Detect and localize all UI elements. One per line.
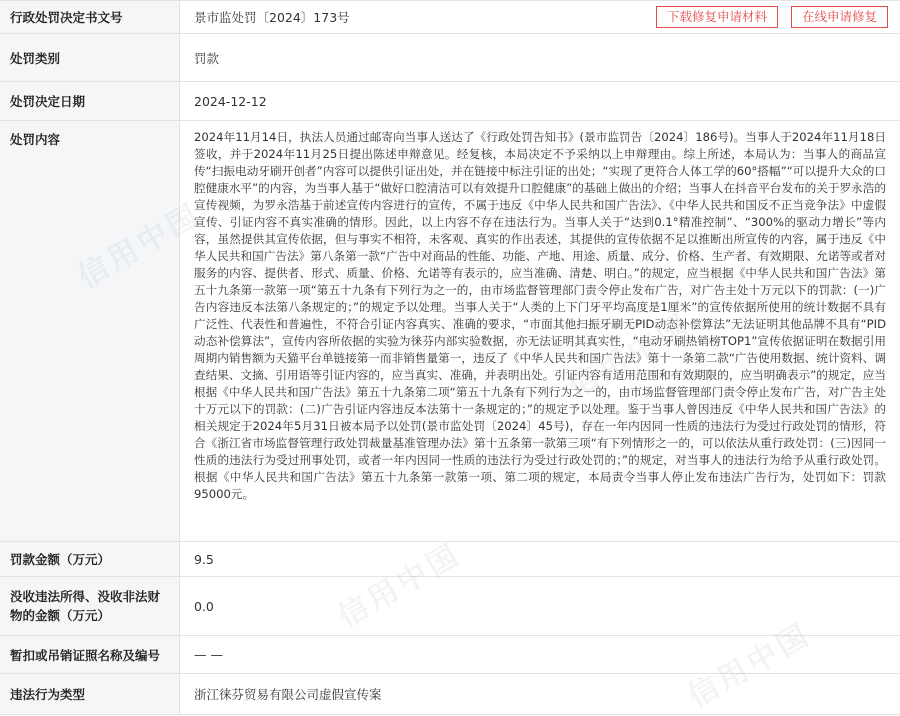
content-value: 2024年11月14日，执法人员通过邮寄向当事人送达了《行政处罚告知书》(景市监罚告〔2024〕186号)。当事人于2024年11月18日签收，并于2024年11月25日提出陈述申辩意见。经复核，本局决定不予采纳以上申辩理由。综上所述，本局认为：当事人的商品宣传“扫振电动牙刷开创者”内容可以提供引证出处，并在链接中标注引证的出处；“实现了更符合人体工学的60°搭幅”“可以提升大众的口腔健康水平”的内容，为当事人基于“做好口腔清洁可以有效提升口腔健康”的基础上做出的介绍；当事人在抖音平台发布的关于罗永浩的宣传视频，为罗永浩基于前述宣传内容进行的宣传，不属于违反《中华人民共和国广告法》、《中华人民共和国反不正当竞争法》中虚假宣传、引证内容不真实准确的情形。因此，以上内容不存在违法行为。当事人关于“达到0.1°精准控制”、“300%的驱动力增长”等内容，虽然提供其宣传依据，但与事实不相符，未客观、真实的作出表述，其提供的宣传依据不足以推断出所宣传的内容，属于违反《中华人民共和国广告法》第八条第一款“广告中对商品的性能、功能、产地、用途、质量、成分、价格、生产者、有效期限、允诺等或者对服务的内容、提供者、形式、质量、价格、允诺等有表示的，应当准确、清楚、明白。”的规定，应当根据《中华人民共和国广告法》第五十九条第一款第一项“第五十九条有下列行为之一的，由市场监督管理部门责令停止发布广告，对广告主处十万元以下的罚款：(一)广告内容违反本法第八条规定的；”的规定予以处理。当事人关于“人类的上下门牙平均高度是1厘米”的宣传依据所使用的统计数据不具有广泛性、代表性和普遍性，不符合引证内容真实、准确的要求，“市面其他扫振牙刷无PID动态补偿算法”无法证明其他品牌不具有“PID动态补偿算法”，宣传内容所依据的实验为徕芬内部实验数据，亦无法证明其真实性，“电动牙刷热销榜TOP1”宣传依据证明在数据引用周期内销售额为天猫平台单链接第一而非销售量第一，违反了《中华人民共和国广告法》第十一条第二款“广告使用数据、统计资料、调查结果、文摘、引用语等引证内容的，应当真实、准确，并表明出处。引证内容有适用范围和有效期限的，应当明确表示”的规定，应当根据《中华人民共和国广告法》第五十九条第二项“第五十九条有下列行为之一的，由市场监督管理部门责令停止发布广告，对广告主处十万元以下的罚款：(二)广告引证内容违反本法第十一条规定的；”的规定予以处理。鉴于当事人曾因违反《中华人民共和国广告法》的相关规定于2024年5月31日被本局予以处罚(景市监处罚〔2024〕45号)，存在一年内因同一性质的违法行为受过行政处罚的情形，符合《浙江省市场监督管理行政处罚裁量基准管理办法》第十五条第一款第三项“有下列情形之一的，可以依法从重行政处罚：(三)因同一性质的违法行为受过刑事处罚，或者一年内因同一性质的违法行为受过行政处罚的；”的规定，对当事人的违法行为给予从重行政处罚。根据《中华人民共和国广告法》第五十九条第一款第一项、第二项的规定，本局责令当事人停止发布违法广告行为，处罚如下：罚款95000元。	[194, 130, 886, 501]
date-value: 2024-12-12	[194, 93, 267, 109]
license-label: 暂扣或吊销证照名称及编号	[0, 636, 180, 673]
download-repair-materials-button[interactable]: 下载修复申请材料	[656, 6, 778, 28]
row-content	[0, 121, 900, 542]
apply-repair-online-button[interactable]: 在线申请修复	[791, 6, 888, 28]
row-license	[0, 636, 900, 674]
date-label: 处罚决定日期	[0, 82, 180, 120]
row-type	[0, 34, 900, 82]
row-amount	[0, 542, 900, 577]
content-label: 处罚内容	[0, 121, 180, 541]
row-date	[0, 82, 900, 121]
amount-value: 9.5	[194, 551, 214, 567]
doc-number-label: 行政处罚决定书文号	[0, 1, 180, 33]
doc-number-value-cell	[180, 1, 900, 33]
license-value: — —	[194, 647, 223, 662]
type-value: 罚款	[194, 50, 220, 66]
row-confiscation	[0, 577, 900, 636]
violation-type-value: 浙江徕芬贸易有限公司虚假宣传案	[194, 687, 382, 702]
row-doc-number	[0, 1, 900, 34]
watermark-text: 信用中国	[562, 306, 698, 406]
type-label: 处罚类别	[0, 34, 180, 81]
confiscation-label: 没收违法所得、没收非法财物的金额（万元）	[0, 577, 180, 635]
amount-label: 罚款金额（万元）	[0, 542, 180, 576]
doc-number-value: 景市监处罚〔2024〕173号	[194, 10, 350, 25]
confiscation-value: 0.0	[194, 598, 214, 614]
watermark-text: 信用中国	[682, 616, 818, 716]
violation-type-label: 违法行为类型	[0, 674, 180, 714]
watermark-text: 信用中国	[332, 536, 468, 636]
row-violation-type	[0, 674, 900, 715]
